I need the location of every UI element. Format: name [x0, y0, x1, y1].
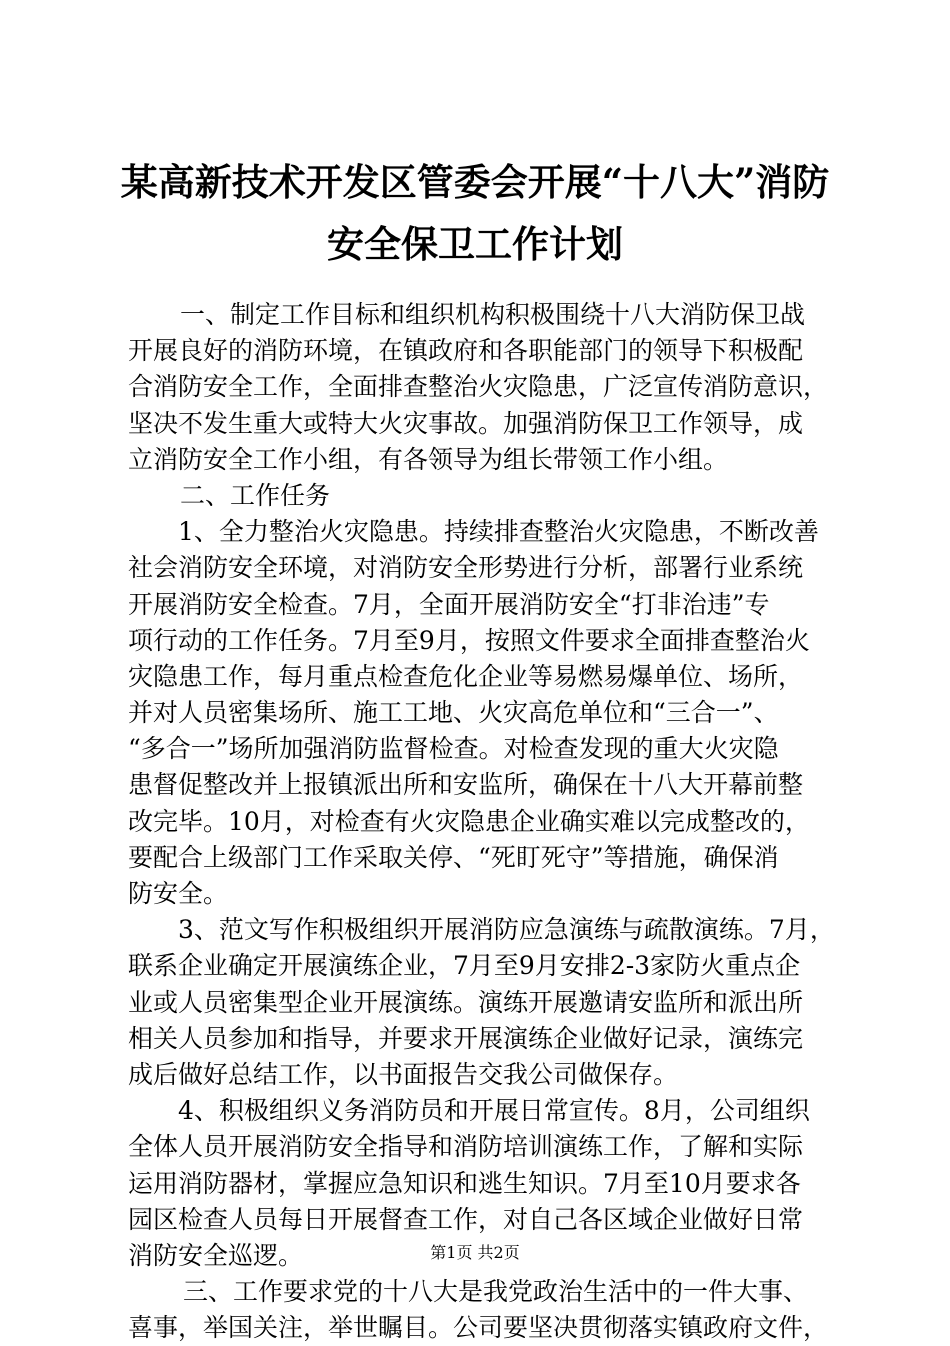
body-line: 1、全力整治火灾隐患。持续排查整治火灾隐患，不断改善 — [178, 517, 819, 547]
section-heading: 二、工作任务 — [180, 480, 331, 510]
body-line: 园区检查人员每日开展督查工作，对自己各区域企业做好日常 — [128, 1204, 804, 1234]
body-line: 喜事，举国关注，举世瞩目。公司要坚决贯彻落实镇政府文件， — [128, 1313, 829, 1343]
body-line: 改完毕。10月，对检查有火灾隐患企业确实难以完成整改的， — [128, 806, 810, 836]
body-line: 业或人员密集型企业开展演练。演练开展邀请安监所和派出所 — [128, 987, 804, 1017]
section-heading: 三、工作要求党的十八大是我党政治生活中的一件大事、 — [183, 1277, 809, 1307]
body-line: 3、范文写作积极组织开展消防应急演练与疏散演练。7月， — [178, 915, 835, 945]
document-body — [128, 297, 840, 1346]
body-line: 合消防安全工作，全面排查整治火灾隐患，广泛宣传消防意识， — [128, 372, 829, 402]
body-line: 成后做好总结工作，以书面报告交我公司做保存。 — [128, 1059, 679, 1089]
body-line: 4、积极组织义务消防员和开展日常宣传。8月，公司组织 — [178, 1096, 810, 1126]
body-line: 开展良好的消防环境，在镇政府和各职能部门的领导下积极配 — [128, 336, 804, 366]
body-line: 一、制定工作目标和组织机构积极围绕十八大消防保卫战 — [180, 300, 806, 329]
body-line: 全体人员开展消防安全指导和消防培训演练工作，了解和实际 — [128, 1132, 804, 1162]
body-line: 消防安全巡逻。 — [128, 1240, 304, 1270]
body-line: 运用消防器材，掌握应急知识和逃生知识。7月至10月要求各 — [128, 1168, 801, 1198]
body-line: 防安全。 — [128, 879, 229, 908]
body-line: 项行动的工作任务。7月至9月，按照文件要求全面排查整治火 — [128, 625, 810, 655]
body-line: 要配合上级部门工作采取关停、“死盯死守”等措施，确保消 — [128, 842, 779, 872]
body-line: 并对人员密集场所、施工工地、火灾高危单位和“三合一”、 — [128, 698, 779, 728]
document-title-line-1: 某高新技术开发区管委会开展“十八大”消防 — [120, 160, 830, 204]
body-line: 灾隐患工作，每月重点检查危化企业等易燃易爆单位、场所， — [128, 661, 804, 691]
body-line: 坚决不发生重大或特大火灾事故。加强消防保卫工作领导，成 — [128, 408, 804, 438]
body-line: 社会消防安全环境，对消防安全形势进行分析，部署行业系统 — [128, 553, 804, 583]
body-line: 立消防安全工作小组，有各领导为组长带领工作小组。 — [128, 444, 729, 474]
body-line: 患督促整改并上报镇派出所和安监所，确保在十八大开幕前整 — [128, 770, 804, 800]
body-line: 联系企业确定开展演练企业，7月至9月安排2-3家防火重点企 — [128, 951, 801, 981]
body-line: 开展消防安全检查。7月，全面开展消防安全“打非治违”专 — [128, 589, 770, 619]
document-title-line-2: 安全保卫工作计划 — [327, 222, 623, 266]
body-line: 相关人员参加和指导，并要求开展演练企业做好记录，演练完 — [128, 1023, 804, 1053]
body-line: “多合一”场所加强消防监督检查。对检查发现的重大火灾隐 — [128, 734, 779, 764]
page-number-footer: 第1页 共2页 — [430, 1243, 520, 1262]
